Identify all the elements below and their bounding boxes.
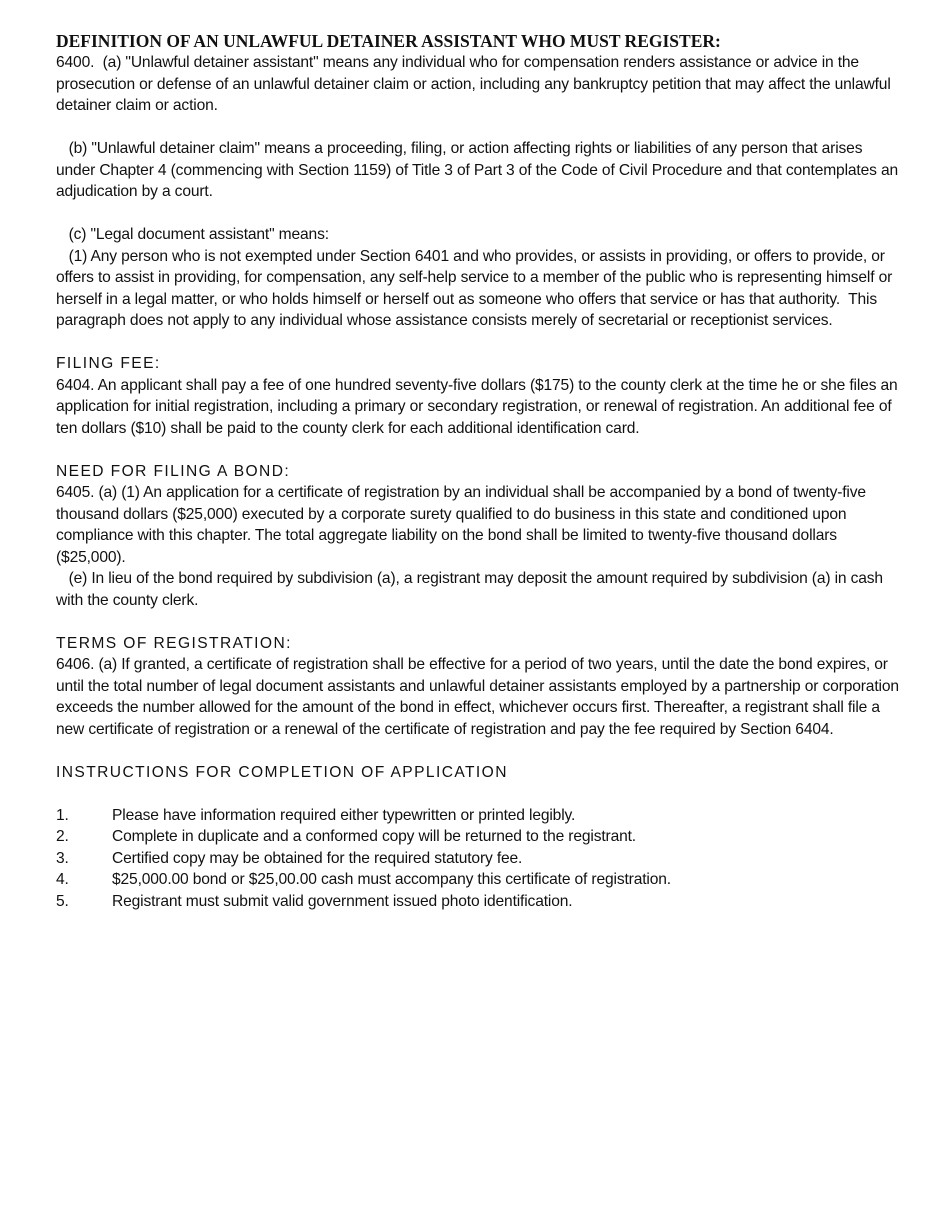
paragraph-gap <box>56 783 901 805</box>
list-item <box>56 848 901 870</box>
list-item <box>56 891 901 913</box>
paragraph-gap <box>56 611 901 633</box>
section-6405-a: 6405. (a) (1) An application for a certificate of registration by an individual shall be accompanied by a bond of twenty-five thousand dollars ($25,000) executed by a corporate surety qualified to do business in this state and conditioned upon compliance with this chapter. The total aggregate liability on the bond shall be limited to twenty-five thousand dollars ($25,000). <box>56 484 866 566</box>
list-item <box>56 826 901 848</box>
paragraph-gap <box>56 740 901 762</box>
instructions-list <box>56 805 901 913</box>
document-page <box>56 30 901 912</box>
document-title: DEFINITION OF AN UNLAWFUL DETAINER ASSISTANT WHO MUST REGISTER: <box>56 31 721 51</box>
list-item-number: 2. <box>56 828 69 845</box>
section-6400-a: 6400. (a) "Unlawful detainer assistant" means any individual who for compensation renders assistance or advice in the prosecution or defense of an unlawful detainer claim or action, including any bankruptcy petition that may affect the unlawful detainer claim or action. <box>56 54 895 114</box>
section-6400-b: (b) "Unlawful detainer claim" means a proceeding, filing, or action affecting rights or liabilities of any person that arises under Chapter 4 (commencing with Section 1159) of Title 3 of Part 3 of the Code of Civil Procedure and that contemplates an adjudication by a court. <box>56 140 903 200</box>
filing-fee-heading: FILING FEE: <box>56 355 161 372</box>
list-item <box>56 869 901 891</box>
section-6400-c: (c) "Legal document assistant" means: <box>56 226 329 243</box>
section-6404: 6404. An applicant shall pay a fee of one hundred seventy-five dollars ($175) to the county clerk at the time he or she files an application for initial registration, including a primary or secondary registration, or renewal of registration. An additional fee of ten dollars ($10) shall be paid to the county clerk for each additional identification card. <box>56 376 898 437</box>
bond-heading: NEED FOR FILING A BOND: <box>56 462 291 480</box>
list-item-number: 1. <box>56 806 69 824</box>
list-item-text: Please have information required either typewritten or printed legibly. <box>112 806 576 824</box>
list-item-text: Registrant must submit valid government issued photo identification. <box>112 892 573 910</box>
list-item-number: 5. <box>56 892 69 910</box>
list-item-text: Complete in duplicate and a conformed copy will be returned to the registrant. <box>112 828 636 845</box>
section-6400-c-1: (1) Any person who is not exempted under Section 6401 and who provides, or assists in providing, or offers to provide, or offers to assist in providing, for compensation, any self-help service to a member of the public who is representing himself or herself in a legal matter, or who holds himself or herself out as someone who offers that service or has that authority. This paragraph does not apply to any individual whose assistance consists merely of secretarial or receptionist services. <box>56 247 897 329</box>
paragraph-gap <box>56 203 901 225</box>
list-item-text: Certified copy may be obtained for the required statutory fee. <box>112 849 523 867</box>
list-item-text: $25,000.00 bond or $25,00.00 cash must accompany this certificate of registration. <box>112 871 671 888</box>
section-6405-e: (e) In lieu of the bond required by subdivision (a), a registrant may deposit the amount required by subdivision (a) in cash with the county clerk. <box>56 570 888 609</box>
instructions-heading: INSTRUCTIONS FOR COMPLETION OF APPLICATION <box>56 763 508 781</box>
paragraph-gap <box>56 439 901 461</box>
list-item <box>56 805 901 827</box>
paragraph-gap <box>56 117 901 139</box>
paragraph-gap <box>56 332 901 354</box>
terms-heading: TERMS OF REGISTRATION: <box>56 634 292 652</box>
section-6406-a: 6406. (a) If granted, a certificate of registration shall be effective for a period of two years, until the date the bond expires, or until the total number of legal document assistants and unlawful detainer assistants employed by a partnership or corporation exceeds the number allowed for the amount of the bond in effect, whichever occurs first. Thereafter, a registrant shall file a new certificate of registration or a renewal of the certificate of registration and pay the fee required by Section 6404. <box>56 656 899 738</box>
list-item-number: 3. <box>56 849 69 867</box>
list-item-number: 4. <box>56 871 69 888</box>
